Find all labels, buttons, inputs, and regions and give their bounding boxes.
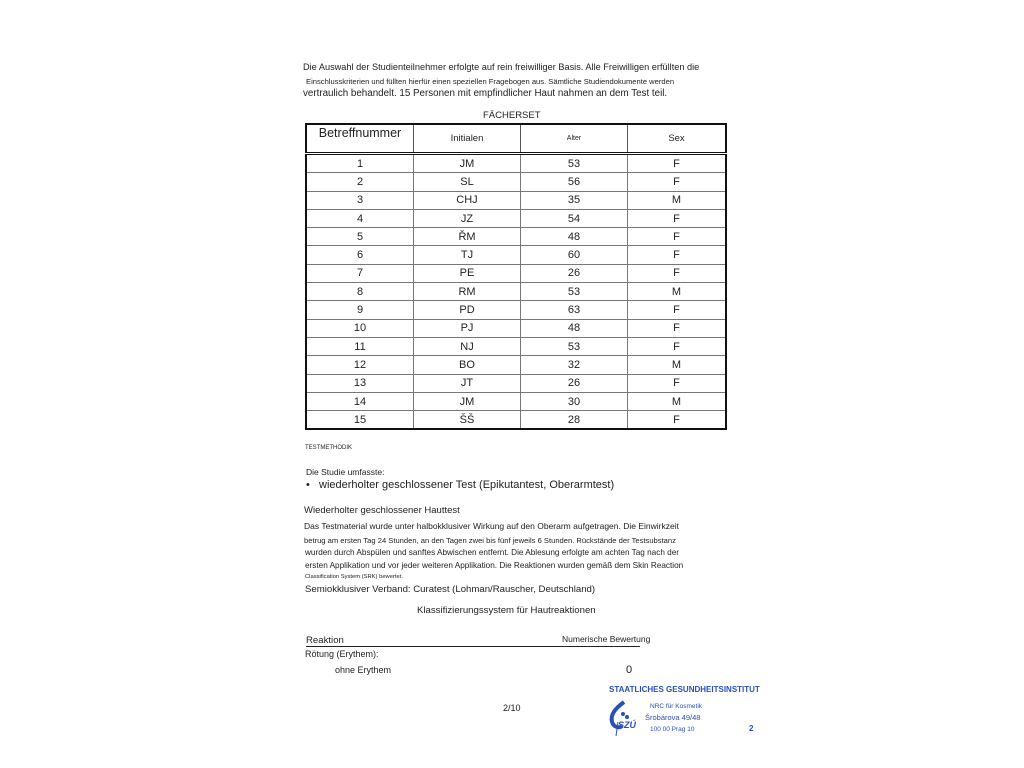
cell-number: 6: [306, 246, 414, 264]
cell-initials: ŠŠ: [414, 411, 521, 430]
cell-age: 35: [521, 191, 628, 209]
method-subheading: Wiederholter geschlossener Hauttest: [304, 505, 460, 516]
cell-sex: F: [628, 264, 727, 282]
cell-age: 60: [521, 246, 628, 264]
divider: [306, 646, 640, 647]
cell-sex: M: [628, 392, 727, 410]
cell-initials: RM: [414, 283, 521, 301]
cell-initials: BO: [414, 356, 521, 374]
stamp-number: 2: [749, 724, 754, 733]
table-row: [306, 356, 726, 374]
cell-number: 1: [306, 154, 414, 173]
classification-title: Klassifizierungssystem für Hautreaktionen: [417, 605, 596, 616]
cell-initials: JZ: [414, 209, 521, 227]
cell-initials: JT: [414, 374, 521, 392]
stamp-line-3: 100 00 Prag 10: [650, 726, 695, 733]
cell-age: 26: [521, 374, 628, 392]
method-p2: betrug am ersten Tag 24 Stunden, an den Tagen zwei bis fünf jeweils 6 Stunden. Rückstände der Testsubstanz: [304, 536, 676, 545]
cell-age: 26: [521, 264, 628, 282]
cell-number: 5: [306, 228, 414, 246]
cell-age: 53: [521, 283, 628, 301]
stamp-line-1: NRC für Kosmetik: [650, 703, 703, 710]
cell-number: 14: [306, 392, 414, 410]
cell-sex: F: [628, 337, 727, 355]
cell-sex: M: [628, 191, 727, 209]
cell-initials: JM: [414, 154, 521, 173]
method-p5: Classification System (SRK) bewertet.: [305, 574, 403, 580]
intro-line-1: Die Auswahl der Studienteilnehmer erfolgte auf rein freiwilliger Basis. Alle Freiwilligen erfüllten die: [303, 62, 700, 72]
logo-text: SZÚ: [618, 720, 636, 730]
cell-sex: F: [628, 228, 727, 246]
col-numeric-rating: Numerische Bewertung: [562, 634, 651, 644]
value-no-erythema: 0: [626, 664, 633, 676]
table-row: [306, 337, 726, 355]
cell-sex: M: [628, 356, 727, 374]
cell-number: 3: [306, 191, 414, 209]
cell-number: 11: [306, 337, 414, 355]
table-row: [306, 209, 726, 227]
bullet-text: wiederholter geschlossener Test (Epikutantest, Oberarmtest): [319, 479, 615, 491]
cell-initials: ŘM: [414, 228, 521, 246]
cell-initials: TJ: [414, 246, 521, 264]
stamp-title: STAATLICHES GESUNDHEITSINSTITUT: [609, 685, 760, 694]
cell-sex: F: [628, 154, 727, 173]
cell-age: 48: [521, 319, 628, 337]
cell-number: 13: [306, 374, 414, 392]
cell-age: 53: [521, 337, 628, 355]
cell-age: 63: [521, 301, 628, 319]
table-row: [306, 154, 726, 173]
cell-sex: F: [628, 319, 727, 337]
method-bullet: [306, 479, 614, 491]
cell-number: 10: [306, 319, 414, 337]
cell-age: 28: [521, 411, 628, 430]
table-row: [306, 319, 726, 337]
header-initials: Initialen: [414, 124, 521, 154]
bullet-icon: •: [306, 479, 310, 491]
cell-sex: F: [628, 301, 727, 319]
cell-sex: M: [628, 283, 727, 301]
cell-age: 30: [521, 392, 628, 410]
method-p4: ersten Applikation und vor jeder weiteren Applikation. Die Reaktionen wurden gemäß dem Skin Reaction: [305, 561, 684, 570]
cell-number: 8: [306, 283, 414, 301]
group-erythema: Rötung (Erythem):: [305, 649, 379, 659]
col-reaction: Reaktion: [306, 635, 344, 646]
header-sex: Sex: [628, 124, 727, 154]
cell-initials: PE: [414, 264, 521, 282]
cell-number: 15: [306, 411, 414, 430]
cell-sex: F: [628, 173, 727, 191]
table-row: [306, 264, 726, 282]
method-heading: TESTMETHODIK: [305, 445, 353, 451]
table-row: [306, 411, 726, 430]
cell-number: 2: [306, 173, 414, 191]
cell-age: 54: [521, 209, 628, 227]
cell-number: 9: [306, 301, 414, 319]
method-p3: wurden durch Abspülen und sanftes Abwischen entfernt. Die Ablesung erfolgte am achten Tag nach der: [305, 548, 679, 557]
item-no-erythema: ohne Erythem: [335, 665, 392, 675]
cell-number: 7: [306, 264, 414, 282]
cell-age: 48: [521, 228, 628, 246]
table-row: [306, 301, 726, 319]
cell-initials: NJ: [414, 337, 521, 355]
table-row: [306, 191, 726, 209]
cell-age: 56: [521, 173, 628, 191]
cell-sex: F: [628, 411, 727, 430]
cell-age: 53: [521, 154, 628, 173]
intro-line-3: vertraulich behandelt. 15 Personen mit empfindlicher Haut nahmen an dem Test teil.: [303, 88, 668, 99]
cell-initials: JM: [414, 392, 521, 410]
cell-initials: CHJ: [414, 191, 521, 209]
table-row: [306, 228, 726, 246]
table-title: FÄCHERSET: [483, 110, 541, 121]
szu-logo: [606, 700, 636, 736]
header-subject-number: Betreffnummer: [306, 124, 414, 154]
header-age: Alter: [521, 124, 628, 154]
cell-sex: F: [628, 374, 727, 392]
cell-number: 12: [306, 356, 414, 374]
intro-line-2: Einschlusskriterien und füllten hierfür einen speziellen Fragebogen aus. Sämtliche Studiendokumente werden: [306, 77, 675, 86]
method-p6: Semiokklusiver Verband: Curatest (Lohman/Rauscher, Deutschland): [305, 584, 596, 595]
table-row: [306, 392, 726, 410]
cell-sex: F: [628, 246, 727, 264]
table-row: [306, 246, 726, 264]
table-row: [306, 283, 726, 301]
participants-table: [305, 123, 727, 430]
method-intro: Die Studie umfasste:: [306, 467, 385, 477]
page-number: 2/10: [503, 703, 521, 713]
table-row: [306, 374, 726, 392]
cell-number: 4: [306, 209, 414, 227]
cell-initials: SL: [414, 173, 521, 191]
cell-sex: F: [628, 209, 727, 227]
method-p1: Das Testmaterial wurde unter halbokklusiver Wirkung auf den Oberarm aufgetragen. Die Einwirkzeit: [304, 521, 679, 531]
cell-age: 32: [521, 356, 628, 374]
table-row: [306, 173, 726, 191]
cell-initials: PJ: [414, 319, 521, 337]
stamp-line-2: Šrobárova 49/48: [645, 713, 701, 722]
cell-initials: PD: [414, 301, 521, 319]
